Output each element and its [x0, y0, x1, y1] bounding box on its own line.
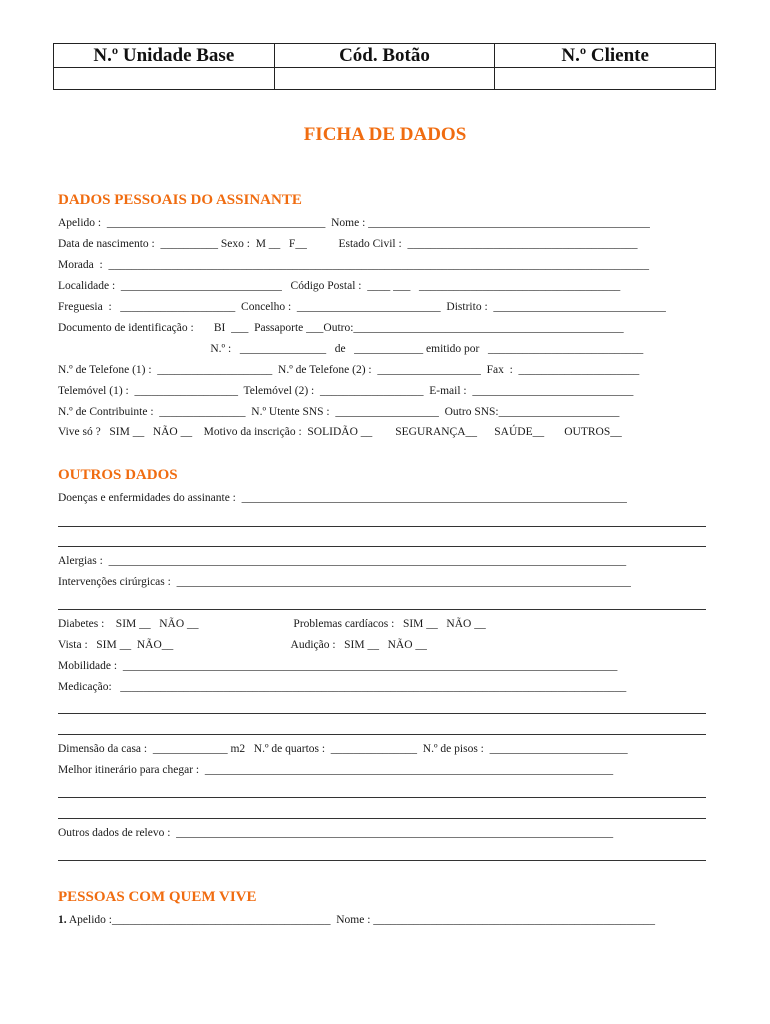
doencas-line[interactable]: Doenças e enfermidades do assinante : ___________________________________________________________________ [58, 492, 627, 504]
section-outros-dados: OUTROS DADOS [58, 467, 178, 483]
pessoa-1-line[interactable] [58, 914, 655, 926]
medicacao-line[interactable]: Medicação: ________________________________________________________________________________________ [58, 681, 627, 693]
alergias-line[interactable]: Alergias : __________________________________________________________________________________________ [58, 555, 627, 567]
documento-numero-line[interactable]: N.º : _______________ de ____________ emitido por ___________________________ [58, 343, 644, 355]
header-unidade-base: N.º Unidade Base [54, 44, 275, 68]
dimensao-casa-line[interactable]: Dimensão da casa : _____________ m2 N.º de quartos : _______________ N.º de pisos : ________________________ [58, 743, 628, 755]
mobilidade-line[interactable]: Mobilidade : ______________________________________________________________________________________ [58, 660, 618, 672]
medicacao-extra-line-1[interactable] [58, 713, 706, 714]
morada-line[interactable]: Morada : ______________________________________________________________________________________________ [58, 259, 649, 271]
n-cliente-field[interactable] [495, 68, 716, 90]
intervencoes-extra-line[interactable] [58, 609, 706, 610]
doencas-extra-line-1[interactable] [58, 526, 706, 527]
vive-so-motivo-line[interactable]: Vive só ? SIM __ NÃO __ Motivo da inscrição : SOLIDÃO __ SEGURANÇA__ SAÚDE__ OUTROS__ [58, 426, 622, 438]
cod-botao-field[interactable] [274, 68, 495, 90]
page-title: FICHA DE DADOS [303, 124, 467, 145]
intervencoes-line[interactable]: Intervenções cirúrgicas : _______________________________________________________________________________ [58, 576, 631, 588]
doencas-extra-line-2[interactable] [58, 546, 706, 547]
header-n-cliente: N.º Cliente [495, 44, 716, 68]
section-dados-pessoais: DADOS PESSOAIS DO ASSINANTE [58, 192, 302, 208]
header-table [53, 43, 716, 90]
nascimento-sexo-estado-line[interactable]: Data de nascimento : __________ Sexo : M __ F__ Estado Civil : ________________________________________ [58, 238, 638, 250]
itinerario-extra-line-2[interactable] [58, 818, 706, 819]
pessoa-1-number: 1. [58, 914, 67, 926]
section-pessoas-com-quem-vive: PESSOAS COM QUEM VIVE [58, 889, 257, 905]
contribuinte-sns-line[interactable]: N.º de Contribuinte : _______________ N.º Utente SNS : __________________ Outro SNS:_____________________ [58, 406, 620, 418]
localidade-codigo-postal-line[interactable]: Localidade : ____________________________ Código Postal : ____ ___ ___________________________________ [58, 280, 621, 292]
outros-dados-relevo-line[interactable]: Outros dados de relevo : ____________________________________________________________________________ [58, 827, 614, 839]
freguesia-concelho-distrito-line[interactable]: Freguesia : ____________________ Concelho : _________________________ Distrito : ______________________________ [58, 301, 666, 313]
itinerario-line[interactable]: Melhor itinerário para chegar : _______________________________________________________________________ [58, 764, 614, 776]
itinerario-extra-line-1[interactable] [58, 797, 706, 798]
diabetes-cardiacos-line[interactable]: Diabetes : SIM __ NÃO __ Problemas cardíacos : SIM __ NÃO __ [58, 618, 486, 630]
pessoa-1-apelido-nome[interactable]: Apelido :______________________________________ Nome : _________________________________________________ [66, 914, 656, 926]
telefones-fax-line[interactable]: N.º de Telefone (1) : ____________________ N.º de Telefone (2) : __________________ Fax : _____________________ [58, 364, 640, 376]
apelido-nome-line[interactable]: Apelido : ______________________________________ Nome : _________________________________________________ [58, 217, 650, 229]
unidade-base-field[interactable] [54, 68, 275, 90]
vista-audicao-line[interactable]: Vista : SIM __ NÃO__ Audição : SIM __ NÃO __ [58, 639, 427, 651]
documento-identificacao-line[interactable]: Documento de identificação : BI ___ Passaporte ___Outro:_______________________________________________ [58, 322, 624, 334]
header-cod-botao: Cód. Botão [274, 44, 495, 68]
outros-dados-extra-line[interactable] [58, 860, 706, 861]
medicacao-extra-line-2[interactable] [58, 734, 706, 735]
telemoveis-email-line[interactable]: Telemóvel (1) : __________________ Telemóvel (2) : __________________ E-mail : ____________________________ [58, 385, 634, 397]
